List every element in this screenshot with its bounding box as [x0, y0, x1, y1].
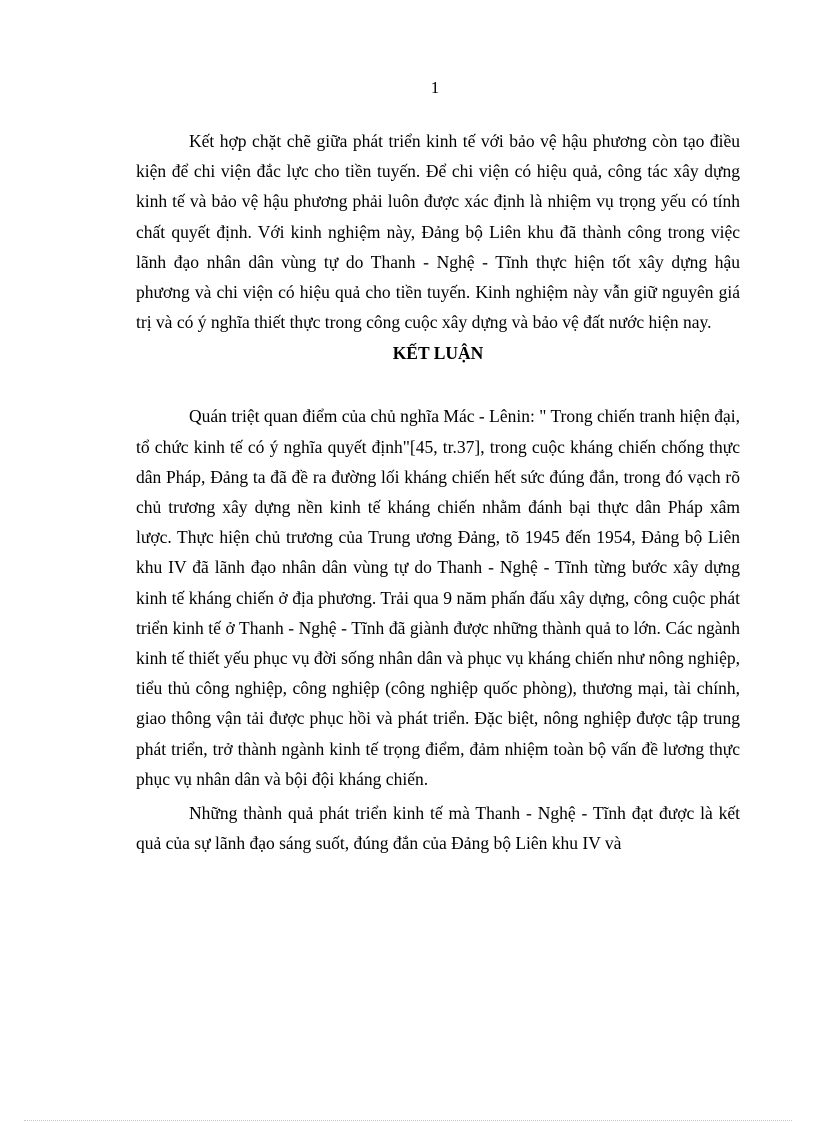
page-number: 1 [430, 78, 440, 97]
paragraph-conclusion-2: Những thành quả phát triển kinh tế mà Thanh - Nghệ - Tĩnh đạt được là kết quả của sự lãnh đạo sáng suốt, đúng đắn của Đảng bộ Liên khu IV và [136, 803, 740, 854]
section-heading-conclusion: KẾT LUẬN [392, 343, 484, 364]
paragraph-intro: Kết hợp chặt chẽ giữa phát triển kinh tế với bảo vệ hậu phương còn tạo điều kiện để chi viện đắc lực cho tiền tuyến. Để chi viện có hiệu quả, công tác xây dựng kinh tế và bảo vệ hậu phương phải luôn được xác định là nhiệm vụ trọng yếu có tính chất quyết định. Với kinh nghiệm này, Đảng bộ Liên khu đã thành công trong việc lãnh đạo nhân dân vùng tự do Thanh - Nghệ - Tĩnh thực hiện tốt xây dựng hậu phương và chi viện có hiệu quả cho tiền tuyến. Kinh nghiệm này vẫn giữ nguyên giá trị và có ý nghĩa thiết thực trong công cuộc xây dựng và bảo vệ đất nước hiện nay. [136, 131, 740, 333]
paragraph-conclusion-1: Quán triệt quan điểm của chủ nghĩa Mác - Lênin: " Trong chiến tranh hiện đại, tổ chức kinh tế có ý nghĩa quyết định"[45, tr.37], trong cuộc kháng chiến chống thực dân Pháp, Đảng ta đã đề ra đường lối kháng chiến hết sức đúng đắn, trong đó vạch rõ chủ trương xây dựng nền kinh tế kháng chiến nhằm đánh bại thực dân Pháp xâm lược. Thực hiện chủ trương của Trung ương Đảng, tõ 1945 đến 1954, Đảng bộ Liên khu IV đã lãnh đạo nhân dân vùng tự do Thanh - Nghệ - Tĩnh từng bước xây dựng kinh tế kháng chiến ở địa phương. Trải qua 9 năm phấn đấu xây dựng, công cuộc phát triển kinh tế ở Thanh - Nghệ - Tĩnh đã giành được những thành quả to lớn. Các ngành kinh tế thiết yếu phục vụ đời sống nhân dân và phục vụ kháng chiến như nông nghiệp, tiểu thủ công nghiệp, công nghiệp (công nghiệp quốc phòng), thương mại, tài chính, giao thông vận tải được phục hồi và phát triển. Đặc biệt, nông nghiệp được tập trung phát triển, trở thành ngành kinh tế trọng điểm, đảm nhiệm toàn bộ vấn đề lương thực phục vụ nhân dân và bội đội kháng chiến. [136, 406, 740, 789]
document-body [136, 126, 740, 858]
page-bottom-divider [24, 1120, 792, 1121]
